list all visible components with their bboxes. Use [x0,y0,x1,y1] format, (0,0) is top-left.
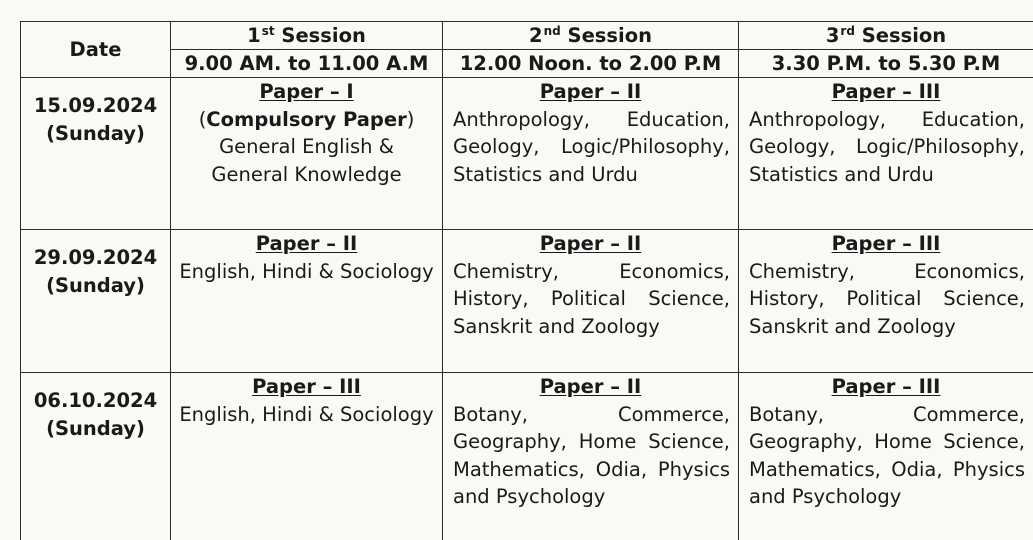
date-header-label: Date [69,38,122,61]
session-2-cell [443,373,739,540]
paper-title: Paper – II [539,375,642,398]
table-row [21,230,1033,373]
exam-date: 06.10.2024 [33,389,158,412]
date-cell [21,230,171,373]
exam-date: 15.09.2024 [33,94,158,117]
session-2-time: 12.00 Noon. to 2.00 P.M [443,50,739,78]
paper-title: Paper – III [252,375,361,398]
paper-subjects: English, Hindi & Sociology [179,402,434,426]
session-1-header [171,22,443,50]
session-3-suffix: rd [840,24,855,38]
session-1-time: 9.00 AM. to 11.00 A.M [171,50,443,78]
session-1-cell [171,373,443,540]
session-3-header [739,22,1033,50]
session-2-header [443,22,739,50]
paper-subjects: English, Hindi & Sociology [179,259,434,283]
paper-subjects: Anthropology, Education, Geology, Logic/Philosophy, Statistics and Urdu [749,107,1025,186]
session-3-cell [739,78,1033,230]
paper-title: Paper – III [831,80,941,103]
session-3-time: 3.30 P.M. to 5.30 P.M [739,50,1033,78]
paper-note [171,106,442,134]
paper-title: Paper – I [259,80,354,103]
paper-title: Paper – II [255,232,358,255]
exam-day: (Sunday) [46,122,145,145]
paper-note-text: Compulsory Paper [206,107,407,131]
paper-subjects: Botany, Commerce, Geography, Home Science, Mathematics, Odia, Physics and Psychology [749,402,1025,508]
session-2-ordinal: 2 [529,24,543,47]
session-3-cell [739,373,1033,540]
header-row-sessions [21,22,1033,50]
session-1-ordinal: 1 [247,24,261,47]
paper-subjects: Anthropology, Education, Geology, Logic/Philosophy, Statistics and Urdu [453,107,730,186]
paper-subjects: Chemistry, Economics, History, Political Science, Sanskrit and Zoology [453,259,730,338]
paper-subjects-line-2: General Knowledge [211,162,402,186]
session-3-ordinal: 3 [825,24,840,47]
paper-title: Paper – III [831,232,941,255]
date-cell [21,78,171,230]
table-row [21,373,1033,540]
session-1-cell [171,78,443,230]
paper-title: Paper – II [539,232,642,255]
session-2-suffix: nd [543,24,561,38]
session-2-cell [443,78,739,230]
exam-day: (Sunday) [46,274,145,297]
exam-schedule-table [20,21,1033,540]
paper-subjects-line-1: General English & [219,135,394,158]
table-row [21,78,1033,230]
session-3-label: Session [861,24,947,47]
exam-date: 29.09.2024 [33,246,158,269]
session-1-cell [171,230,443,373]
date-header [21,22,171,78]
session-1-suffix: st [261,24,275,38]
paper-title: Paper – II [539,80,642,103]
header-row-times [21,50,1033,78]
paper-title: Paper – III [831,375,941,398]
session-1-label: Session [281,24,366,47]
exam-day: (Sunday) [46,417,145,440]
paper-note-open: ( [198,107,207,131]
session-2-cell [443,230,739,373]
paper-subjects: Chemistry, Economics, History, Political Science, Sanskrit and Zoology [749,259,1025,338]
session-2-label: Session [567,24,652,47]
session-3-cell [739,230,1033,373]
paper-subjects: Botany, Commerce, Geography, Home Science, Mathematics, Odia, Physics and Psychology [453,402,730,508]
paper-note-close: ) [406,107,415,131]
date-cell [21,373,171,540]
